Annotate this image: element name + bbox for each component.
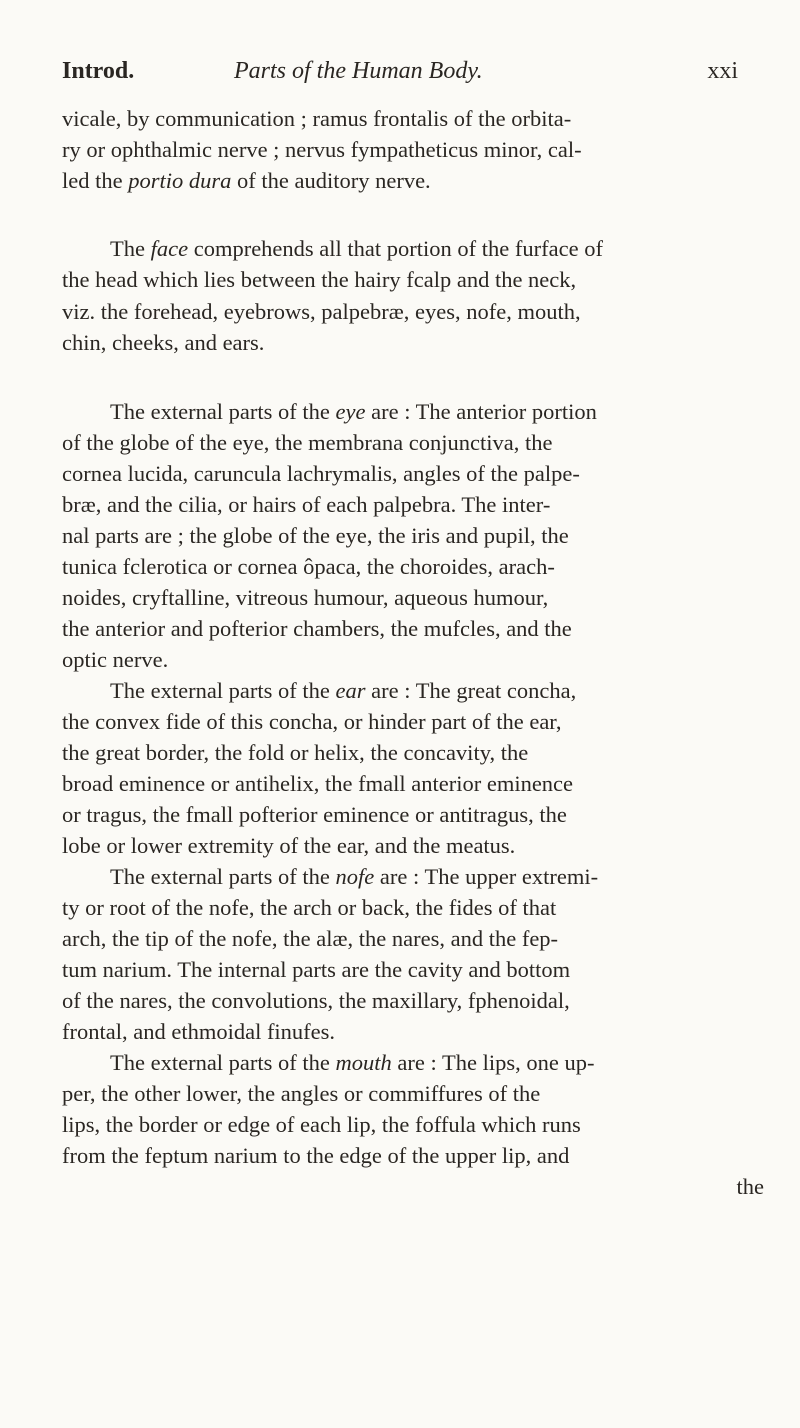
text-line: vicale, by communication ; ramus frontalis of the orbita- xyxy=(62,106,572,131)
text-line: ry or ophthalmic nerve ; nervus fympatheticus minor, cal- xyxy=(62,137,582,162)
text-line: frontal, and ethmoidal finufes. xyxy=(62,1019,336,1044)
italic-term: ear xyxy=(335,678,366,703)
text-segment: of the auditory nerve. xyxy=(231,168,431,193)
text-line xyxy=(110,861,598,892)
italic-term: eye xyxy=(335,399,366,424)
running-header xyxy=(62,58,738,92)
text-segment: The external parts of the xyxy=(110,1050,336,1075)
text-segment: The xyxy=(110,236,151,261)
text-line: broad eminence or antihelix, the fmall anterior eminence xyxy=(62,771,574,796)
text-line: tum narium. The internal parts are the cavity and bottom xyxy=(62,957,571,982)
text-line xyxy=(62,165,431,196)
page-number: xxi xyxy=(707,58,738,84)
section-label: Introd. xyxy=(62,58,135,84)
text-line: the convex fide of this concha, or hinder part of the ear, xyxy=(62,709,562,734)
italic-term: portio dura xyxy=(128,168,232,193)
text-line: nal parts are ; the globe of the eye, the iris and pupil, the xyxy=(62,523,569,548)
text-line: bræ, and the cilia, or hairs of each palpebra. The inter- xyxy=(62,492,551,517)
text-segment: The external parts of the xyxy=(110,399,336,424)
text-line: lips, the border or edge of each lip, the foffula which runs xyxy=(62,1112,581,1137)
text-segment: led the xyxy=(62,168,129,193)
text-line: chin, cheeks, and ears. xyxy=(62,330,265,355)
text-segment: The external parts of the xyxy=(110,678,336,703)
text-line: lobe or lower extremity of the ear, and the meatus. xyxy=(62,833,516,858)
text-line: of the nares, the convolutions, the maxillary, fphenoidal, xyxy=(62,988,570,1013)
text-segment: are : The anterior portion xyxy=(365,399,597,424)
text-line xyxy=(110,233,603,264)
text-line xyxy=(110,675,576,706)
text-segment: are : The lips, one up- xyxy=(391,1050,595,1075)
text-line: tunica fclerotica or cornea ôpaca, the choroides, arach- xyxy=(62,554,555,579)
italic-term: mouth xyxy=(335,1050,392,1075)
text-line: arch, the tip of the nofe, the alæ, the nares, and the fep- xyxy=(62,926,559,951)
text-line: of the globe of the eye, the membrana conjunctiva, the xyxy=(62,430,553,455)
text-line: from the feptum narium to the edge of the upper lip, and xyxy=(62,1143,570,1168)
text-line: or tragus, the fmall pofterior eminence or antitragus, the xyxy=(62,802,567,827)
text-line: optic nerve. xyxy=(62,647,169,672)
text-line xyxy=(110,396,597,427)
text-segment: are : The upper extremi- xyxy=(374,864,599,889)
text-line: noides, cryftalline, vitreous humour, aqueous humour, xyxy=(62,585,549,610)
italic-term: face xyxy=(150,236,189,261)
text-line: the head which lies between the hairy fcalp and the neck, xyxy=(62,267,577,292)
text-line xyxy=(110,1047,594,1078)
text-line: the anterior and pofterior chambers, the mufcles, and the xyxy=(62,616,572,641)
text-segment: are : The great concha, xyxy=(365,678,577,703)
running-title: Parts of the Human Body. xyxy=(234,58,483,84)
text-line: the xyxy=(736,1174,764,1199)
italic-term: nofe xyxy=(335,864,375,889)
text-line: ty or root of the nofe, the arch or back, the fides of that xyxy=(62,895,557,920)
text-line: viz. the forehead, eyebrows, palpebræ, eyes, nofe, mouth, xyxy=(62,299,581,324)
text-line: the great border, the fold or helix, the concavity, the xyxy=(62,740,529,765)
text-segment: The external parts of the xyxy=(110,864,336,889)
text-line: per, the other lower, the angles or commiffures of the xyxy=(62,1081,541,1106)
text-line: cornea lucida, caruncula lachrymalis, angles of the palpe- xyxy=(62,461,580,486)
text-segment: comprehends all that portion of the furface of xyxy=(188,236,603,261)
